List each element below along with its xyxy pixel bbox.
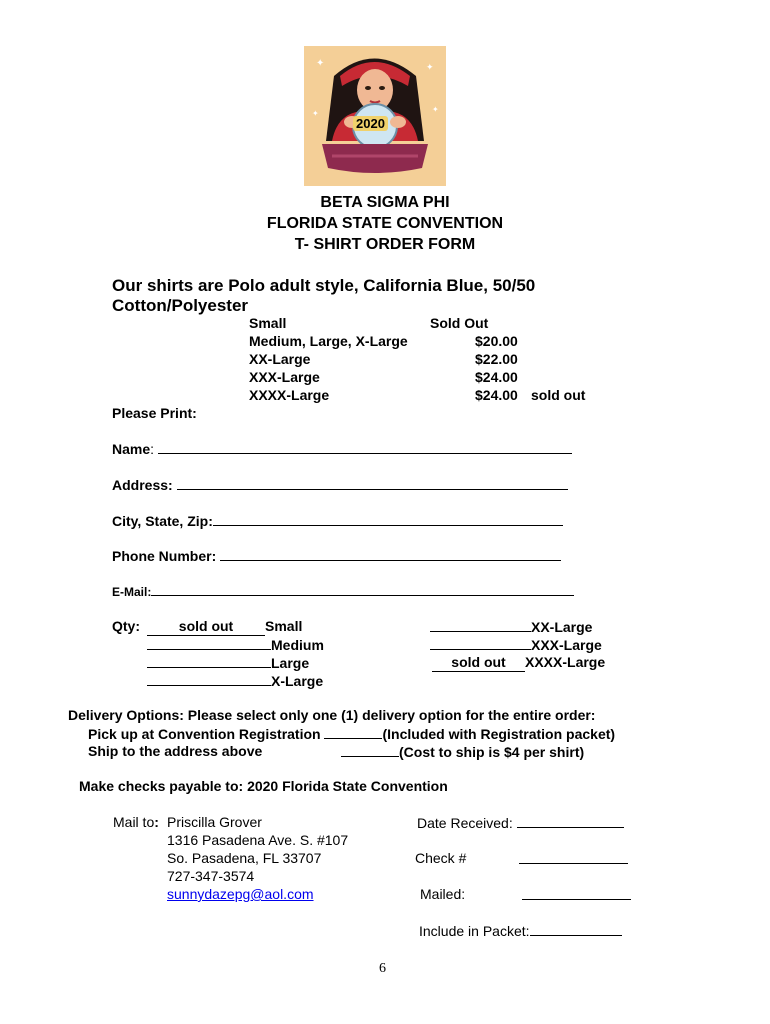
price-size: XXXX-Large [249,387,330,403]
intro-line2: Cotton/Polyester [112,296,249,315]
include-packet-input-line[interactable] [530,922,622,936]
qty-xxxl-label: XXX-Large [531,637,602,653]
price-size: Small [249,315,287,331]
include-packet-field[interactable] [419,922,622,940]
price-value: Sold Out [430,315,489,331]
check-number-label: Check # [415,850,467,866]
delivery-heading: Delivery Options: Please select only one (1) delivery option for the entire order: [68,707,596,723]
qty-xlarge-input[interactable] [147,672,271,686]
qty-medium-row[interactable] [147,636,324,654]
checks-payable: Make checks payable to: 2020 Florida State Convention [79,778,448,794]
mail-to-label-row [113,814,159,831]
qty-xxl-label: XX-Large [531,619,593,635]
page-number: 6 [379,961,386,976]
fortune-teller-logo [304,46,446,186]
price-value: $22.00 [475,351,518,367]
qty-xxl-row[interactable] [430,618,592,636]
ship-note: (Cost to ship is $4 per shirt) [399,744,585,760]
phone-input-line[interactable] [220,547,561,561]
header-title-line3: T- SHIRT ORDER FORM [294,236,476,253]
mail-city: So. Pasadena, FL 33707 [167,850,322,866]
city-state-zip-field[interactable] [112,512,563,530]
svg-text:✦: ✦ [316,58,325,69]
ship-input-line[interactable] [341,743,399,757]
qty-xxxxl-row[interactable] [432,654,605,672]
mailed-label: Mailed: [420,886,466,902]
svg-text:✦: ✦ [432,105,439,114]
address-label: Address: [112,477,173,493]
svg-text:✦: ✦ [312,109,319,118]
qty-label: Qty: [112,618,140,634]
qty-xxxl-row[interactable] [430,636,602,654]
qty-small-input[interactable]: sold out [147,618,265,636]
qty-xxxxl-input[interactable]: sold out [432,654,525,672]
price-value: $24.00 [475,387,518,403]
mailed-input-line[interactable] [522,886,631,900]
delivery-option-pickup[interactable] [88,725,615,743]
mail-email-link[interactable]: sunnydazepg@aol.com [167,886,314,902]
header-title-line2: FLORIDA STATE CONVENTION [266,215,504,232]
date-received-input-line[interactable] [517,814,624,828]
price-value: $20.00 [475,333,518,349]
qty-medium-input[interactable] [147,636,271,650]
qty-large-input[interactable] [147,654,271,668]
price-size: XX-Large [249,351,311,367]
mail-to-colon: : [154,814,159,830]
logo-year: 2020 [353,116,388,131]
delivery-option-ship[interactable] [88,743,262,760]
intro-line1: Our shirts are Polo adult style, California Blue, 50/50 [112,276,536,295]
name-colon: : [150,441,155,457]
email-field[interactable] [112,584,574,600]
address-input-line[interactable] [177,476,568,490]
city-state-zip-input-line[interactable] [213,512,563,526]
mail-to-label: Mail to [113,814,155,830]
svg-text:✦: ✦ [426,63,434,73]
check-number-input-line[interactable] [519,850,628,864]
please-print-label: Please Print: [112,405,197,421]
price-size: XXX-Large [249,369,320,385]
date-received-field[interactable] [417,814,624,832]
price-note: sold out [531,387,586,403]
date-received-label: Date Received: [417,815,513,831]
phone-label: Phone Number: [112,548,217,564]
price-value: $24.00 [475,369,518,385]
email-input-line[interactable] [151,584,574,596]
ship-label: Ship to the address above [88,743,263,759]
include-packet-label: Include in Packet: [419,923,530,939]
pickup-note: (Included with Registration packet) [382,726,616,742]
qty-medium-label: Medium [271,637,324,653]
qty-xlarge-label: X-Large [271,673,324,689]
qty-xlarge-row[interactable] [147,672,323,690]
mail-name: Priscilla Grover [167,814,262,830]
pickup-input-line[interactable] [324,725,382,739]
qty-xxxl-input[interactable] [430,636,531,650]
ship-note-row[interactable] [341,743,584,761]
qty-xxxxl-label: XXXX-Large [525,654,606,670]
city-state-zip-label: City, State, Zip: [112,513,213,529]
price-size: Medium, Large, X-Large [249,333,408,349]
phone-field[interactable] [112,547,561,565]
address-field[interactable] [112,476,568,494]
qty-large-label: Large [271,655,310,671]
name-input-line[interactable] [158,440,572,454]
mail-phone: 727-347-3574 [167,868,255,884]
email-label: E-Mail: [112,585,152,599]
qty-large-row[interactable] [147,654,309,672]
qty-small-label: Small [265,618,303,634]
name-field[interactable] [112,440,572,458]
qty-small-row[interactable] [147,618,302,636]
header-title-line1: BETA SIGMA PHI [320,194,450,211]
mail-street: 1316 Pasadena Ave. S. #107 [167,832,349,848]
qty-xxl-input[interactable] [430,618,531,632]
name-label: Name [112,441,151,457]
pickup-label: Pick up at Convention Registration [88,726,321,742]
